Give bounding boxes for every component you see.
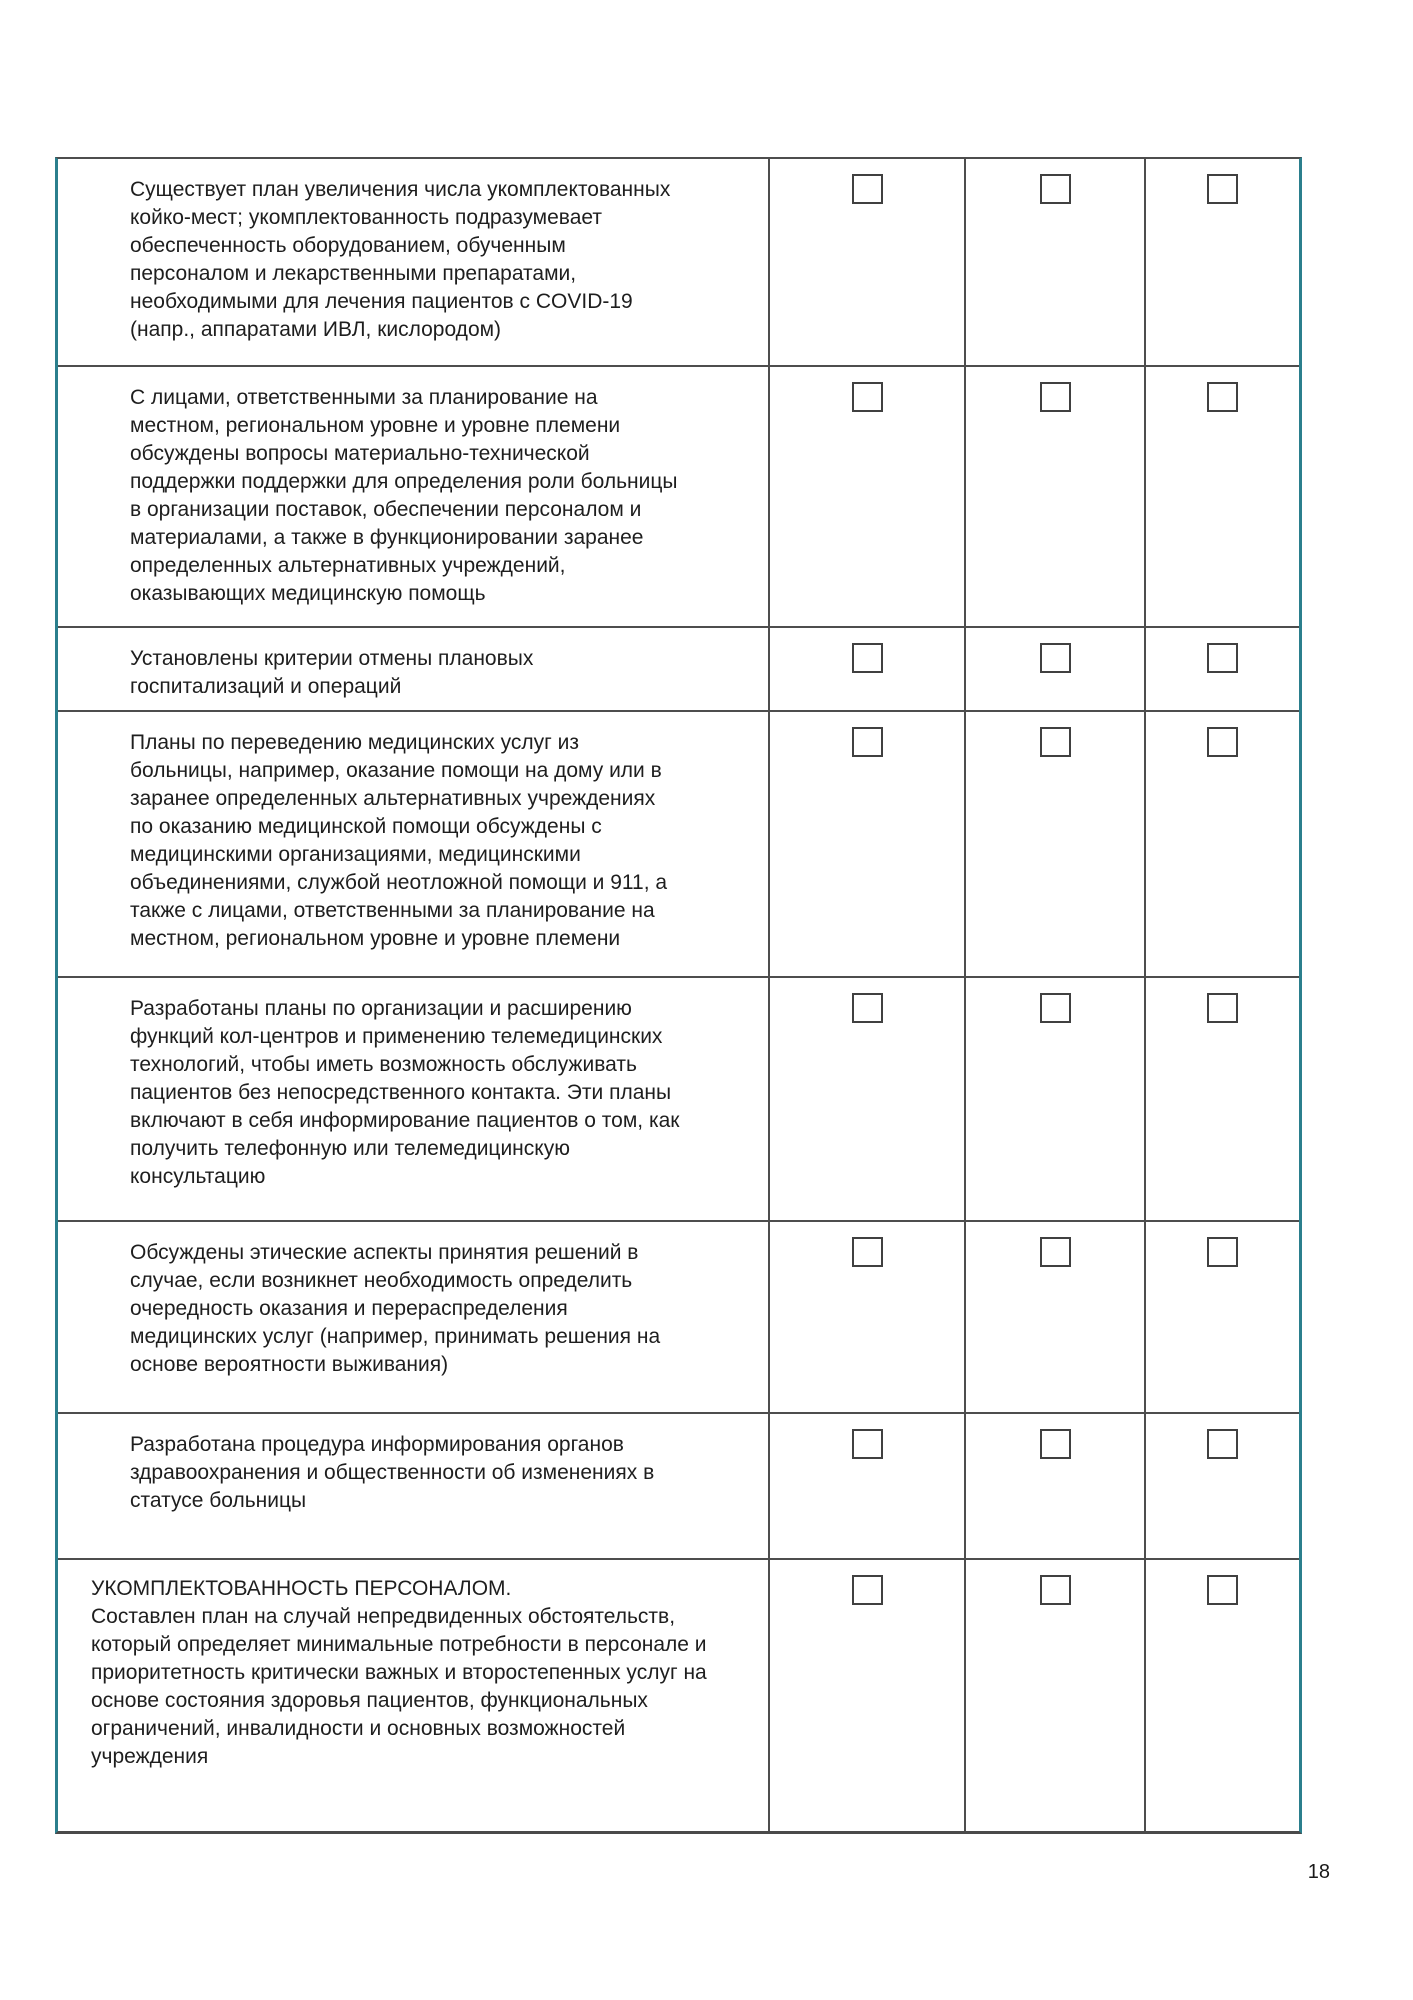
checklist-item-text: Разработаны планы по организации и расширению функций кол-центров и применению телемедицинских технологий, чтобы иметь возможность обслуживать пациентов без непосредственного контакта. Эти планы включают в себя информирование пациентов о том, как получить телефонную или телемедицинскую консультацию: [130, 997, 680, 1188]
table-row: [58, 978, 1299, 1222]
checkbox[interactable]: [1207, 1575, 1238, 1605]
checkbox[interactable]: [852, 1575, 883, 1605]
checkbox[interactable]: [852, 174, 883, 204]
checkbox[interactable]: [1040, 1575, 1071, 1605]
checkbox[interactable]: [852, 643, 883, 673]
checkbox[interactable]: [1040, 643, 1071, 673]
checklist-table: [55, 157, 1302, 1834]
checklist-section-header: УКОМПЛЕКТОВАННОСТЬ ПЕРСОНАЛОМ.: [91, 1577, 512, 1600]
checkbox[interactable]: [1207, 382, 1238, 412]
checklist-item-text: Планы по переведению медицинских услуг из больницы, например, оказание помощи на дому или в заранее определенных альтернативных учреждениях по оказанию медицинской помощи обсуждены с медицинскими организациями, медицинскими объединениями, службой неотложной помощи и 911, а также с лицами, ответственными за планирование на местном, региональном уровне и уровне племени: [130, 731, 668, 950]
table-row: [58, 159, 1299, 367]
checkbox[interactable]: [1207, 643, 1238, 673]
checkbox[interactable]: [1207, 174, 1238, 204]
checkbox[interactable]: [852, 1429, 883, 1459]
checklist-item-text: Разработана процедура информирования органов здравоохранения и общественности об изменениях в статусе больницы: [130, 1433, 655, 1512]
checkbox[interactable]: [1207, 727, 1238, 757]
table-row: [58, 712, 1299, 978]
checkbox[interactable]: [1207, 993, 1238, 1023]
checkbox[interactable]: [1040, 382, 1071, 412]
checklist-item-text: Обсуждены этические аспекты принятия решений в случае, если возникнет необходимость определить очередность оказания и перераспределения медицинских услуг (например, принимать решения на основе вероятности выживания): [130, 1241, 661, 1376]
checklist-item-text: Составлен план на случай непредвиденных обстоятельств, который определяет минимальные потребности в персонале и приоритетность критически важных и второстепенных услуг на основе состояния здоровья пациентов, функциональных ограничений, инвалидности и основных возможностей учреждения: [91, 1605, 707, 1768]
checklist-item-text: Существует план увеличения числа укомплектованных койко-мест; укомплектованность подразумевает обеспеченность оборудованием, обученным персоналом и лекарственными препаратами, необходимыми для лечения пациентов с COVID-19 (напр., аппаратами ИВЛ, кислородом): [130, 178, 671, 341]
checkbox[interactable]: [852, 727, 883, 757]
table-row: [58, 1560, 1299, 1831]
table-row: [58, 367, 1299, 628]
checkbox[interactable]: [1207, 1429, 1238, 1459]
checkbox[interactable]: [852, 382, 883, 412]
table-row: [58, 1414, 1299, 1560]
checkbox[interactable]: [1040, 1429, 1071, 1459]
checkbox[interactable]: [1040, 727, 1071, 757]
checkbox[interactable]: [1040, 1237, 1071, 1267]
checkbox[interactable]: [852, 1237, 883, 1267]
checkbox[interactable]: [1207, 1237, 1238, 1267]
table-row: [58, 628, 1299, 712]
checklist-item-text: Установлены критерии отмены плановых госпитализаций и операций: [130, 647, 534, 698]
page-number: 18: [1307, 1861, 1330, 1883]
table-row: [58, 1222, 1299, 1414]
checkbox[interactable]: [1040, 993, 1071, 1023]
checkbox[interactable]: [1040, 174, 1071, 204]
checkbox[interactable]: [852, 993, 883, 1023]
checklist-item-text: С лицами, ответственными за планирование на местном, региональном уровне и уровне племени обсуждены вопросы материально-технической поддержки поддержки для определения роли больницы в организации поставок, обеспечении персоналом и материалами, а также в функционировании заранее определенных альтернативных учреждений, оказывающих медицинскую помощь: [130, 386, 678, 605]
